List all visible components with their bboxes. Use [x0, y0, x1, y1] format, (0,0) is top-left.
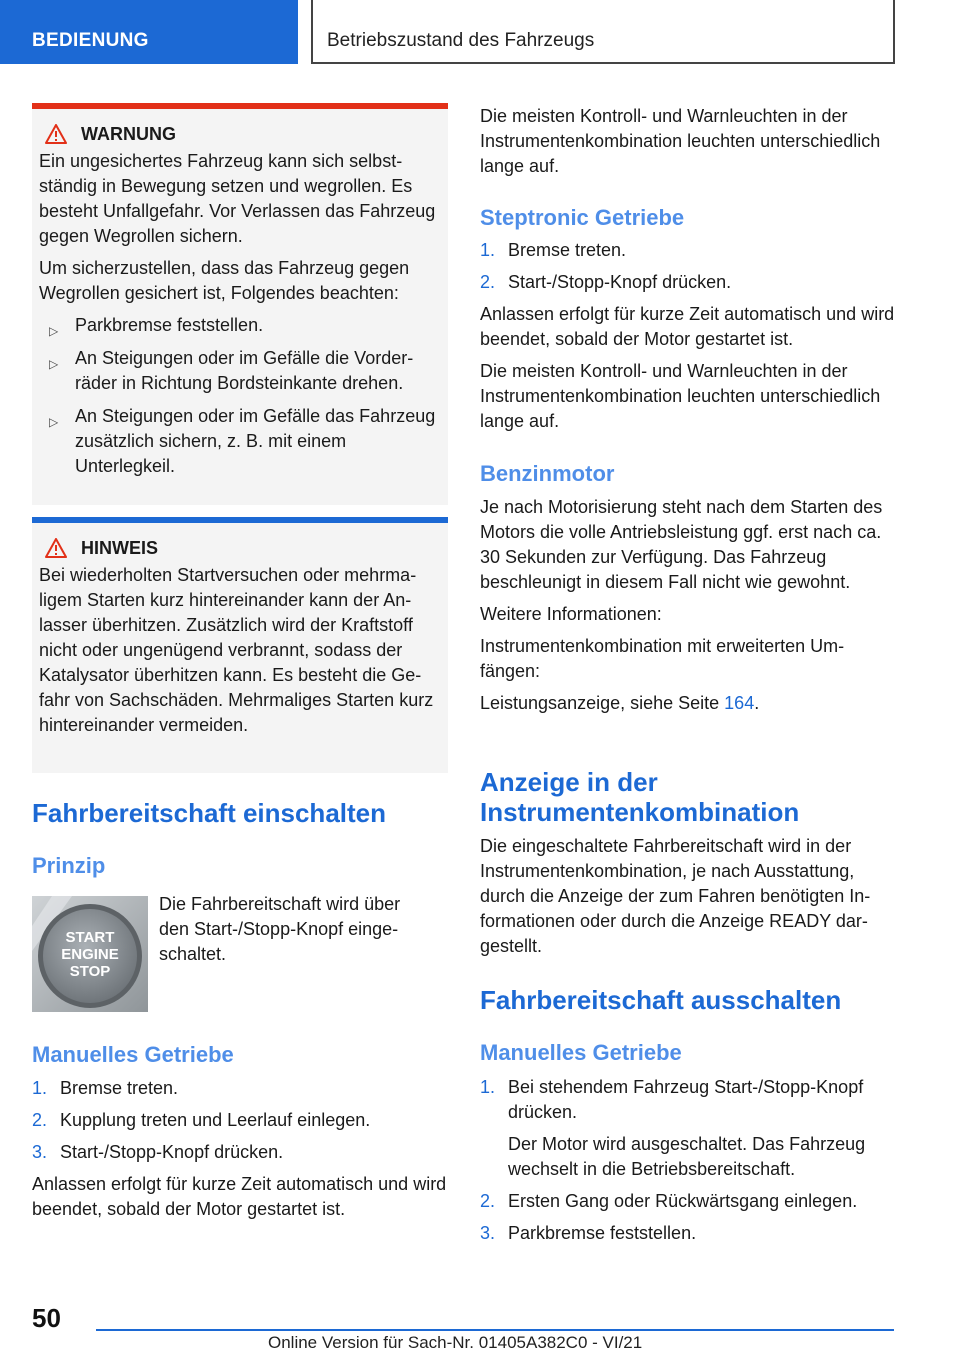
list-item: ▷ Parkbremse feststellen. — [39, 313, 442, 338]
steptronic-text-2: Die meisten Kontroll- und Warnleuchten in der Instrumentenkombination leuchten unterschiedlich lange auf. — [480, 361, 881, 431]
page-number: 50 — [32, 1303, 61, 1333]
button-label-stop: STOP — [69, 963, 111, 980]
warning-text: Ein ungesichertes Fahrzeug kann sich selbstständig in Bewegung setzen und wegrollen. Es besteht Unfallgefahr. Vor Verlassen das Fahrzeug gegen Wegrollen sichern. — [39, 151, 436, 246]
note-text: Bei wiederholten Startversuchen oder mehrmaligem Starten kurz hintereinander kann der Anlasser überhitzen. Zusätzlich wird der Kraftstoff nicht oder ungenügend verbrannt, sodass der Katalysator überhitzen kann. Es besteht die Gefahr von Sachschäden. Mehrmaliges Starten kurz hintereinander vermeiden. — [39, 565, 434, 735]
list-item: 1. Bei stehendem Fahrzeug Start-/Stopp-Knopf drücken. Der Motor wird ausgeschaltet. Das Fahrzeug wechselt in die Betriebsbereitschaft. — [480, 1077, 866, 1179]
petrol-text-3: Instrumentenkombination mit erweiterten Umfängen: — [480, 636, 845, 681]
heading-off-manual: Manuelles Getriebe — [480, 1040, 682, 1065]
start-stop-button-image — [32, 896, 148, 1012]
heading-steptronic: Steptronic Getriebe — [480, 205, 685, 230]
petrol-text-1: Je nach Motorisierung steht nach dem Starten des Motors die volle Antriebsleistung ggf. erst nach ca. 30 Sekunden zur Verfügung. Das Fahrzeug beschleunigt in diesem Fall nicht wie gewohnt. — [480, 497, 883, 592]
list-item: 2. Start-/Stopp-Knopf drücken. — [480, 272, 732, 292]
warning-triangle-icon — [45, 124, 67, 144]
heading-display: Anzeige in der Instrumentenkombination — [480, 767, 800, 827]
section-title: BEDIENUNG — [32, 30, 149, 51]
manual-steps-block — [32, 1076, 448, 1222]
chapter-title: Betriebszustand des Fahrzeugs — [327, 30, 595, 51]
off-steps — [480, 1075, 896, 1246]
note-header — [45, 533, 442, 563]
note-box — [32, 517, 448, 773]
note-title: HINWEIS — [81, 537, 159, 558]
list-item: 1. Bremse treten. — [480, 240, 627, 260]
petrol-text-2: Weitere Informationen: — [480, 604, 662, 624]
list-item: 2. Ersten Gang oder Rückwärtsgang einlegen. — [480, 1191, 858, 1211]
off-steps-block — [480, 1075, 896, 1253]
manual-after-text: Anlassen erfolgt für kurze Zeit automatisch und wird beendet, sobald der Motor gestartet ist. — [32, 1174, 447, 1219]
warning-box — [32, 103, 448, 505]
warning-list — [39, 313, 442, 479]
heading-principle: Prinzip — [32, 853, 106, 878]
heading-enable: Fahrbereitschaft einschalten — [32, 798, 386, 828]
intro-text: Die meisten Kontroll- und Warnleuchten in der Instrumentenkombination leuchten unterschiedlich lange auf. — [480, 106, 881, 176]
steptronic-block — [480, 238, 896, 434]
section-tab — [0, 0, 298, 64]
start-stop-icon — [32, 896, 148, 1012]
list-item: ▷ An Steigungen oder im Gefälle das Fahrzeug zusätzlich sichern, z. B. mit einem Unterlegkeil. — [49, 406, 436, 476]
list-item: ▷ An Steigungen oder im Gefälle die Vorderräder in Richtung Bordsteinkante drehen. — [49, 348, 414, 393]
button-label-engine: ENGINE — [61, 946, 119, 963]
steptronic-text-1: Anlassen erfolgt für kurze Zeit automatisch und wird beendet, sobald der Motor gestartet ist. — [480, 304, 895, 349]
footer-version: Online Version für Sach-Nr. 01405A382C0 - VI/21 — [268, 1333, 643, 1352]
intro-block — [480, 104, 896, 179]
warning-text-2: Um sicherzustellen, dass das Fahrzeug gegen Wegrollen gesichert ist, Folgendes beachten: — [39, 258, 410, 303]
button-label-start: START — [65, 929, 115, 946]
page-link[interactable]: 164 — [724, 693, 755, 713]
bullet-triangle-icon: ▷ — [49, 415, 59, 429]
footer-divider — [96, 1329, 894, 1331]
petrol-block — [480, 495, 896, 716]
list-item: 3. Parkbremse feststellen. — [480, 1223, 697, 1243]
bullet-triangle-icon: ▷ — [49, 357, 59, 371]
display-block — [480, 834, 896, 959]
warning-triangle-icon — [45, 538, 67, 558]
manual-steps — [32, 1076, 448, 1165]
petrol-text-4: Leistungsanzeige, siehe Seite 164. — [480, 693, 760, 713]
principle-text-block — [159, 892, 429, 967]
steptronic-steps — [480, 238, 896, 295]
heading-disable: Fahrbereitschaft ausschalten — [480, 985, 842, 1015]
principle-text: Die Fahrbereitschaft wird über den Start-/Stopp-Knopf eingeschaltet. — [159, 894, 401, 964]
heading-petrol-engine: Benzinmotor — [480, 461, 615, 486]
display-text: Die eingeschaltete Fahrbereitschaft wird in der Instrumentenkombination, je nach Ausstattung, durch die Anzeige der zum Fahren benötigten Informationen oder durch die Anzeige READY dargestellt. — [480, 836, 871, 956]
bullet-triangle-icon: ▷ — [49, 324, 59, 338]
warning-header — [45, 119, 442, 149]
warning-title: WARNUNG — [81, 123, 176, 144]
chapter-tab — [311, 0, 895, 64]
heading-manual-gearbox: Manuelles Getriebe — [32, 1042, 234, 1067]
list-item: 1. Bremse treten. — [32, 1078, 179, 1098]
list-item: 2. Kupplung treten und Leerlauf einlegen. — [32, 1110, 371, 1130]
list-item: 3. Start-/Stopp-Knopf drücken. — [32, 1142, 284, 1162]
